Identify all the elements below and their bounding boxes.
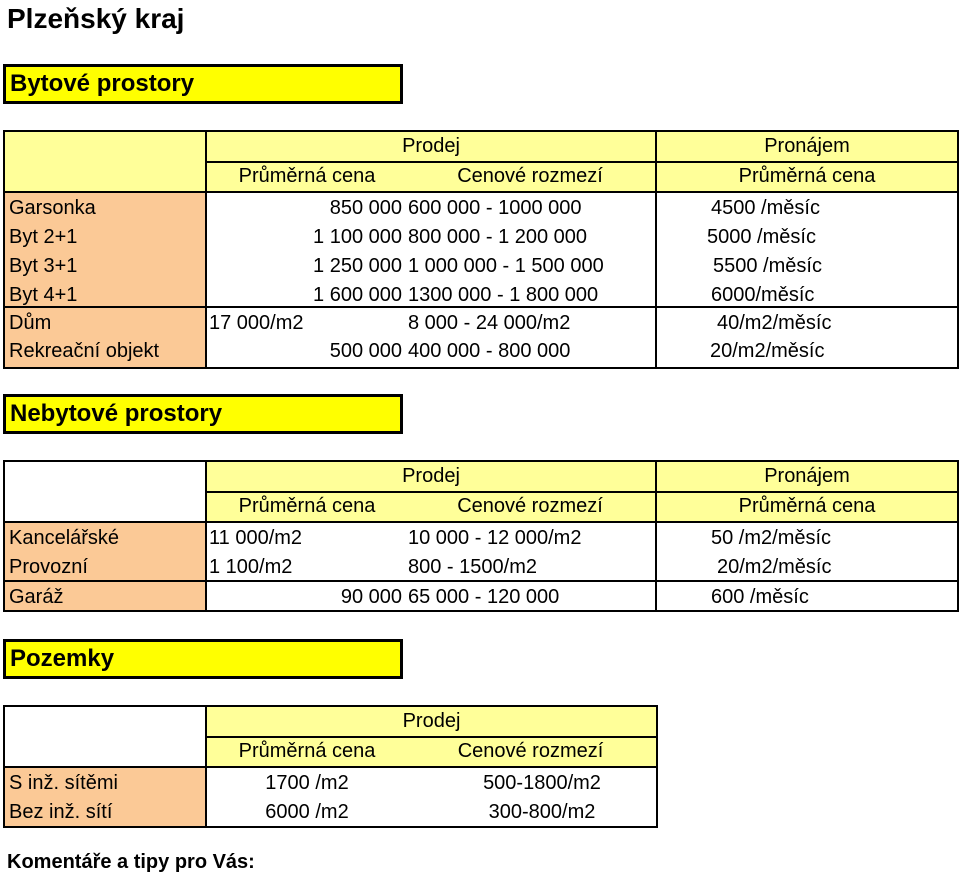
cell-pronajem: 40/m2/měsíc (717, 312, 832, 334)
divider (5, 521, 957, 523)
cell-prumerna-cena: 6000 /m2 (265, 801, 349, 823)
cell-cenove-rozmezi: 1 000 000 - 1 500 000 (408, 255, 604, 277)
header-cenove-rozmezi: Cenové rozmezí (405, 162, 655, 192)
cell-pronajem: 20/m2/měsíc (710, 340, 825, 362)
pozemky-table (3, 705, 658, 828)
corner-cell (5, 707, 205, 767)
cell-prumerna-cena: 17 000/m2 (209, 312, 304, 334)
row-label: S inž. sítěmi (9, 772, 118, 794)
cell-pronajem: 20/m2/měsíc (717, 556, 832, 578)
cell-prumerna-cena: 1 100 000 (313, 226, 402, 248)
row-label: Byt 4+1 (9, 284, 78, 306)
cell-cenove-rozmezi: 300-800/m2 (488, 801, 596, 823)
divider (205, 491, 957, 493)
header-prumerna-cena: Průměrná cena (207, 737, 407, 767)
cell-cenove-rozmezi: 65 000 - 120 000 (408, 586, 560, 608)
divider (5, 580, 957, 582)
divider (5, 306, 957, 308)
row-label: Provozní (9, 556, 88, 578)
nebytove-table (3, 460, 959, 612)
header-cenove-rozmezi: Cenové rozmezí (405, 737, 656, 767)
header-pronajem: Pronájem (657, 132, 957, 162)
header-pronajem: Pronájem (657, 462, 957, 492)
cell-cenove-rozmezi: 500-1800/m2 (483, 772, 601, 794)
cell-prumerna-cena: 1700 /m2 (265, 772, 349, 794)
cell-prumerna-cena: 1 100/m2 (209, 556, 293, 578)
row-label: Garáž (9, 586, 64, 608)
divider (205, 462, 207, 610)
cell-prumerna-cena: 500 000 (329, 340, 402, 362)
cell-prumerna-cena: 11 000/m2 (209, 527, 303, 549)
cell-cenove-rozmezi: 1300 000 - 1 800 000 (408, 284, 599, 306)
header-prodej: Prodej (207, 462, 655, 492)
section-heading-nebytove: Nebytové prostory (3, 394, 403, 434)
cell-prumerna-cena: 1 600 000 (313, 284, 402, 306)
cell-pronajem: 600 /měsíc (711, 586, 809, 608)
cell-cenove-rozmezi: 10 000 - 12 000/m2 (408, 527, 582, 549)
header-prumerna-cena: Průměrná cena (207, 162, 407, 192)
footer-comments-label: Komentáře a tipy pro Vás: (7, 851, 255, 873)
divider (205, 161, 957, 163)
header-prumerna-cena: Průměrná cena (207, 492, 407, 522)
cell-cenove-rozmezi: 800 - 1500/m2 (408, 556, 537, 578)
cell-cenove-rozmezi: 600 000 - 1000 000 (408, 197, 582, 219)
row-label: Bez inž. sítí (9, 801, 113, 823)
cell-cenove-rozmezi: 400 000 - 800 000 (408, 340, 571, 362)
section-heading-pozemky: Pozemky (3, 639, 403, 679)
bytove-table (3, 130, 959, 369)
divider (5, 191, 957, 193)
divider (205, 132, 207, 367)
row-label: Byt 3+1 (9, 255, 78, 277)
divider (205, 736, 656, 738)
header-prodej: Prodej (207, 132, 655, 162)
row-label: Kancelářské (9, 527, 120, 549)
cell-prumerna-cena: 1 250 000 (313, 255, 402, 277)
corner-cell (5, 462, 205, 522)
header-pronajem-prumerna-cena: Průměrná cena (657, 162, 957, 192)
cell-pronajem: 6000/měsíc (711, 284, 815, 306)
corner-cell (5, 132, 205, 192)
row-label: Byt 2+1 (9, 226, 78, 248)
cell-pronajem: 5500 /měsíc (713, 255, 822, 277)
header-cenove-rozmezi: Cenové rozmezí (405, 492, 655, 522)
cell-prumerna-cena: 850 000 (329, 197, 402, 219)
row-label: Garsonka (9, 197, 96, 219)
cell-cenove-rozmezi: 800 000 - 1 200 000 (408, 226, 588, 248)
row-label: Dům (9, 312, 52, 334)
row-label: Rekreační objekt (9, 340, 160, 362)
divider (5, 766, 656, 768)
divider (655, 132, 657, 367)
cell-pronajem: 4500 /měsíc (711, 197, 820, 219)
cell-cenove-rozmezi: 8 000 - 24 000/m2 (408, 312, 571, 334)
page-title: Plzeňský kraj (7, 3, 185, 34)
cell-pronajem: 50 /m2/měsíc (711, 527, 832, 549)
header-pronajem-prumerna-cena: Průměrná cena (657, 492, 957, 522)
cell-prumerna-cena: 90 000 (340, 586, 402, 608)
divider (655, 462, 657, 610)
header-prodej: Prodej (207, 707, 656, 737)
section-heading-bytove: Bytové prostory (3, 64, 403, 104)
cell-pronajem: 5000 /měsíc (707, 226, 816, 248)
